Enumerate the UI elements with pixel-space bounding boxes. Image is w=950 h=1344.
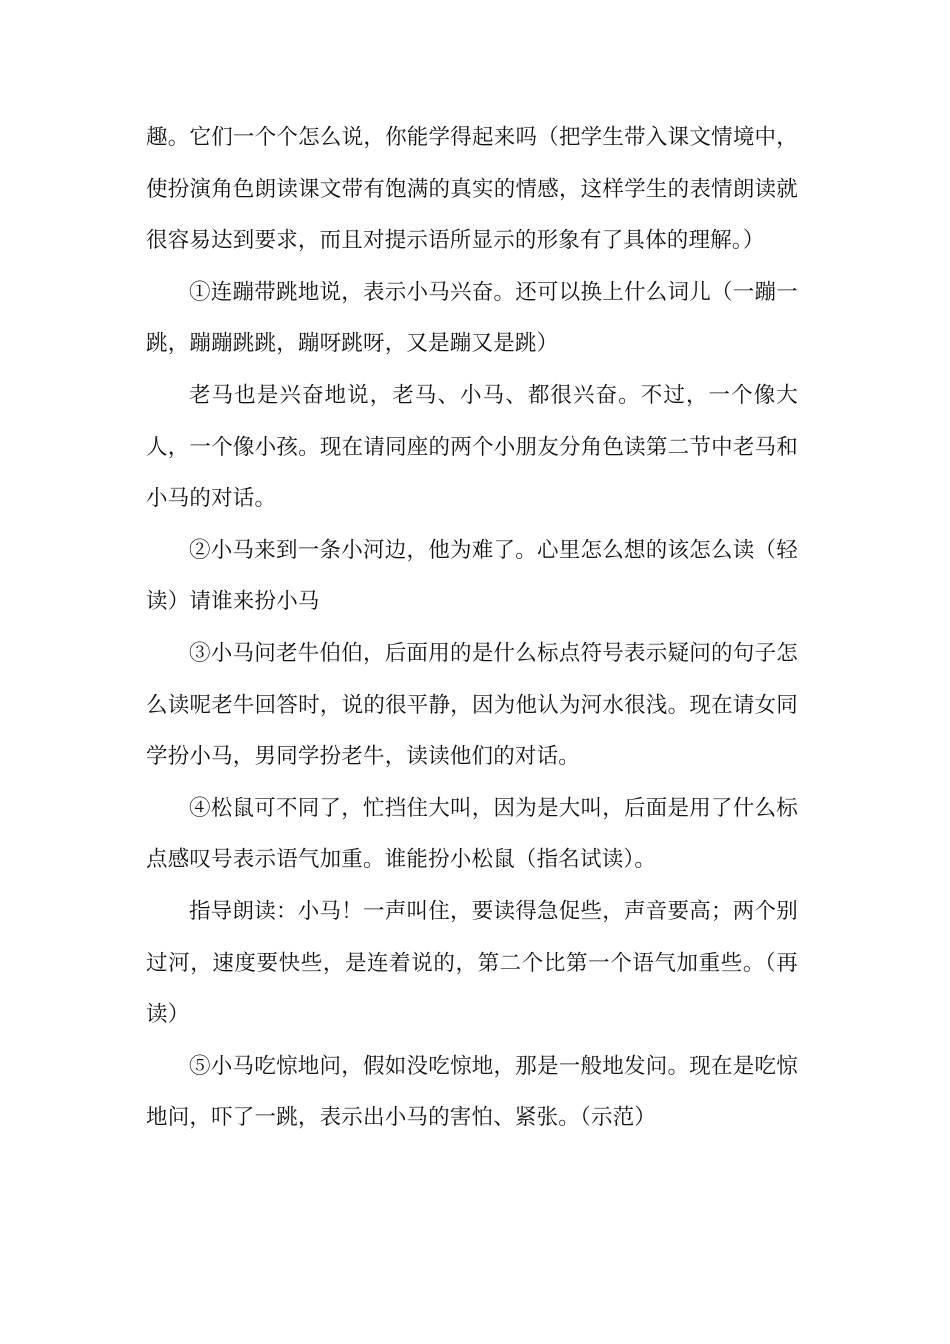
paragraph-8: ⑤小马吃惊地问，假如没吃惊地，那是一般地发问。现在是吃惊地问，吓了一跳，表示出小马的害怕、紧张。（示范） bbox=[146, 1053, 798, 1131]
paragraph-6: ④松鼠可不同了，忙挡住大叫，因为是大叫，后面是用了什么标点感叹号表示语气加重。谁能扮小松鼠（指名试读）。 bbox=[146, 795, 798, 873]
paragraph-3: 老马也是兴奋地说，老马、小马、都很兴奋。不过，一个像大人，一个像小孩。现在请同座的两个小朋友分角色读第二节中老马和小马的对话。 bbox=[146, 382, 798, 512]
paragraph-1: 趣。它们一个个怎么说，你能学得起来吗（把学生带入课文情境中，使扮演角色朗读课文带有饱满的真实的情感，这样学生的表情朗读就很容易达到要求，而且对提示语所显示的形象有了具体的理解。） bbox=[146, 125, 798, 254]
paragraph-4: ②小马来到一条小河边，他为难了。心里怎么想的该怎么读（轻读）请谁来扮小马 bbox=[146, 537, 798, 615]
paragraph-5: ③小马问老牛伯伯，后面用的是什么标点符号表示疑问的句子怎么读呢老牛回答时，说的很平静，因为他认为河水很浅。现在请女同学扮小马，男同学扮老牛，读读他们的对话。 bbox=[146, 640, 798, 770]
paragraph-7: 指导朗读：小马！一声叫住，要读得急促些，声音要高；两个别过河，速度要快些，是连着说的，第二个比第一个语气加重些。（再读） bbox=[146, 898, 798, 1028]
document-body bbox=[146, 112, 798, 1144]
paragraph-2: ①连蹦带跳地说，表示小马兴奋。还可以换上什么词儿（一蹦一跳，蹦蹦跳跳，蹦呀跳呀，又是蹦又是跳） bbox=[146, 279, 798, 357]
